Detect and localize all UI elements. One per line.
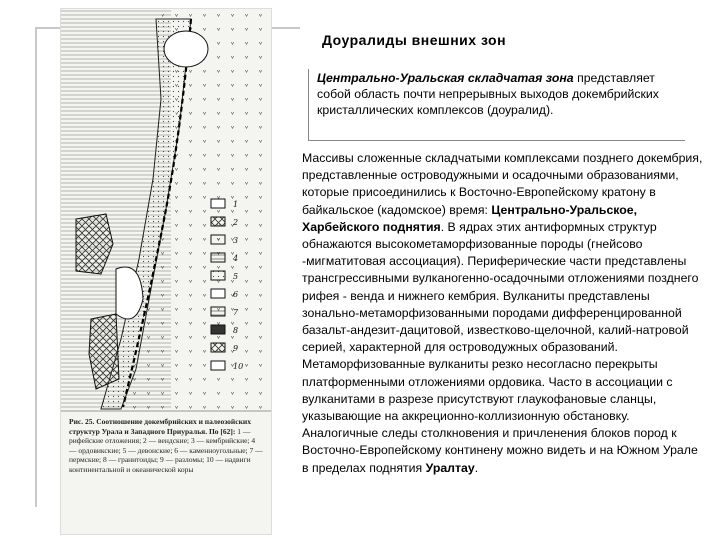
- figure-caption: [69, 417, 263, 474]
- legend-num: 2: [233, 218, 239, 227]
- legend-num: 8: [233, 326, 239, 335]
- body-part-3: .: [474, 460, 479, 475]
- caption-text: 1 — рифейские отложения; 2 — вендские; 3 — кембрийские; 4 — ордовикские; 5 — девонские; 6 — каменноугольные; 7 — пермские; 8 — гранитоиды; 9 — разломы; 10 — надвиги континентальной и океанической коры: [69, 426, 263, 474]
- caption-head: Рис. 25. Соотношение докембрийских и палеозойских структур Урала и Западного Приуралья. По [62]:: [69, 417, 251, 436]
- legend-num: 9: [233, 344, 239, 353]
- legend-num: 6: [233, 290, 239, 299]
- intro-text: представляет собой область почти непрерывных выходов докембрийских кристаллических комплексов (доуралид).: [317, 71, 659, 117]
- body-part-2: . В ядрах этих антиформных структур обнажаются высокометаморфизованные породы (гнейсово -мигматитовая ассоциация). Периферические части представлены трансгрессивными вулканогенно-осадочными отложениями позднего рифея - венда и нижнего кембрия. Вулканиты представлены зонально-метаморфизованными породами дифференцированной базальт-андезит-дацитовой, известково-щелочной, калий-натровой серией, характерной для островодужных образований. Метаморфизованные вулканиты резко несогласно перекрыты платформенными отложениями ордовика. Часто в ассоциации с вулканитами в разрезе присутствуют глаукофановые сланцы, указывающие на аккреционно-коллизионную обстановку. Аналогичные следы столкновения и причленения блоков пород к Восточно-Европейскому континену можно видеть и на Южном Урале в пределах поднятия: [302, 219, 699, 475]
- body-part-1: Массивы сложенные складчатыми комплексами позднего докембрия, представленные островодужными и осадочными образованиями, которые присоединились к Восточно-Европейскому кратону в байкальское (кадомское) время:: [302, 151, 703, 217]
- slide-title: Доуралиды внешних зон: [322, 32, 507, 48]
- body-bold-1: Центрально-Уральское, Харбейского поднятия: [302, 202, 638, 234]
- legend-num: 7: [233, 308, 239, 317]
- left-divider: [35, 27, 37, 507]
- intro-highlight: Центрально-Уральская складчатая зона: [317, 71, 574, 85]
- body-text: [302, 150, 707, 477]
- legend-num: 1: [233, 200, 239, 209]
- legend-num: 4: [233, 254, 239, 263]
- legend-num: 3: [233, 236, 239, 245]
- body-bold-2: Урaлтау: [425, 460, 475, 475]
- intro-box: [308, 69, 685, 141]
- geologic-map-figure: [60, 8, 272, 535]
- massif-3: [89, 314, 119, 389]
- northern-massif: [164, 31, 208, 67]
- legend-num: 5: [233, 272, 239, 281]
- legend-num: 10: [233, 362, 244, 371]
